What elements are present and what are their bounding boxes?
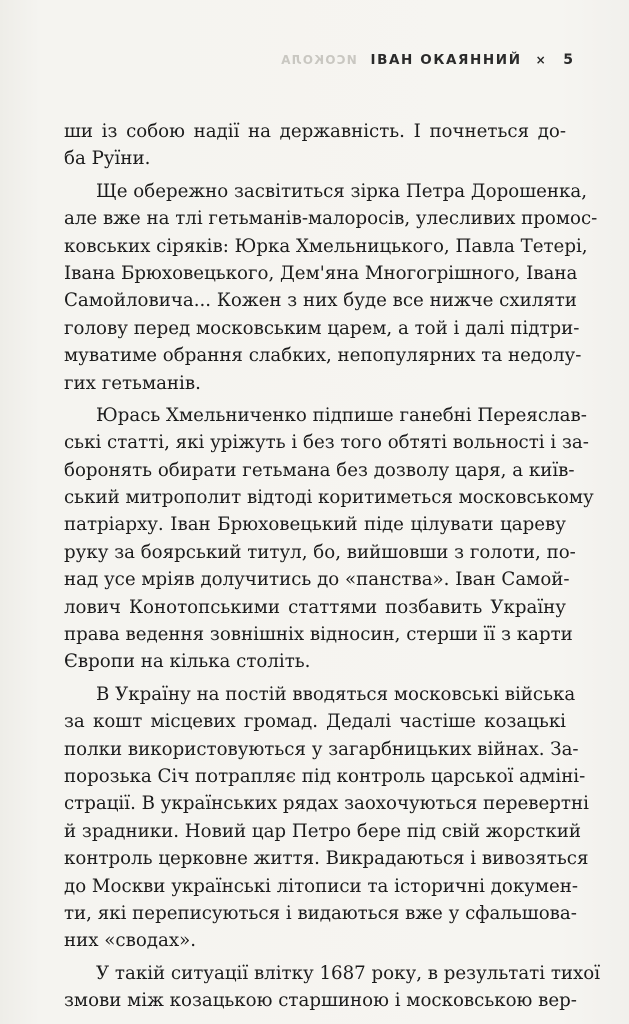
paragraph <box>64 960 601 1015</box>
text-line: ба Руїни. <box>64 148 151 170</box>
text-line: ковських сіряків: Юрка Хмельницького, Павла Тетері, <box>64 235 588 257</box>
text-line: В Україну на постій вводяться московські війська <box>96 683 576 705</box>
page-number: 5 <box>563 52 573 68</box>
text-line: них «сводах». <box>64 930 196 952</box>
text-line: руку за боярський титул, бо, вийшовши з голоти, по- <box>64 541 576 563</box>
text-line: Юрась Хмельниченко підпише ганебні Переяслав- <box>96 404 587 426</box>
author-name: ІВАН ОКАЯННИЙ <box>370 52 522 68</box>
paragraph <box>64 178 598 397</box>
text-line: й зрадники. Новий цар Петро бере під свій жорсткий <box>64 820 582 842</box>
text-line: ши із собою надії на державність. І почнеться до- <box>64 121 566 142</box>
text-line: ти, які переписуються і видаються вже у сфальшова- <box>64 902 577 924</box>
text-line: ський митрополит відтоді коритиметься московському <box>64 487 594 509</box>
text-line: але вже на тлі гетьманів-малоросів, улесливих промос- <box>64 208 598 230</box>
text-line: ські статті, які уріжуть і без того обтяті вольності і за- <box>64 432 589 454</box>
text-line: страції. В українських рядах заохочуються перевертні <box>64 793 589 815</box>
text-line: У такій ситуації влітку 1687 року, в результаті тихої <box>96 962 601 984</box>
text-line: Івана Брюховецького, Дем'яна Многогрішного, Івана <box>64 262 578 284</box>
text-line: Європи на кілька століть. <box>64 651 311 673</box>
text-line: Ще обережно засвітиться зірка Петра Дорошенка, <box>96 180 587 202</box>
running-header <box>280 50 573 70</box>
text-line: над усе мріяв долучитись до «панства». Іван Самой- <box>64 569 570 591</box>
text-line: патріарху. Іван Брюховецький піде цілувати цареву <box>64 514 566 536</box>
text-line: боронять обирати гетьмана без дозволу царя, а київ- <box>64 459 575 481</box>
body-text <box>64 118 601 1015</box>
text-line: полки використовуються у загарбницьких війнах. За- <box>64 738 579 760</box>
text-line: лович Конотопськими статтями позбавить Україну <box>64 596 566 618</box>
text-line: права ведення зовнішніх відносин, стерши її з карти <box>64 624 573 646</box>
text-line: за кошт місцевих громад. Дедалі частіше козацькі <box>64 711 566 733</box>
paragraph <box>64 402 594 676</box>
text-line: гих гетьманів. <box>64 372 201 394</box>
paragraph <box>64 118 566 173</box>
text-line: Самойловича... Кожен з них буде все нижче схиляти <box>64 290 577 312</box>
paragraph <box>64 681 589 955</box>
text-line: до Москви українські літописи та історичні докумен- <box>64 875 579 897</box>
text-line: муватиме обрання слабких, непопулярних та недолу- <box>64 345 582 367</box>
bleed-through-text: ИСОКОЛА <box>279 53 357 67</box>
text-line: контроль церковне життя. Викрадаються і вивозяться <box>64 848 589 870</box>
text-line: порозька Січ потрапляє під контроль царської адміні- <box>64 765 586 787</box>
text-line: голову перед московським царем, а той і далі підтри- <box>64 317 580 339</box>
text-line: змови між козацькою старшиною і московською вер- <box>64 990 577 1012</box>
header-separator: × <box>535 53 548 67</box>
